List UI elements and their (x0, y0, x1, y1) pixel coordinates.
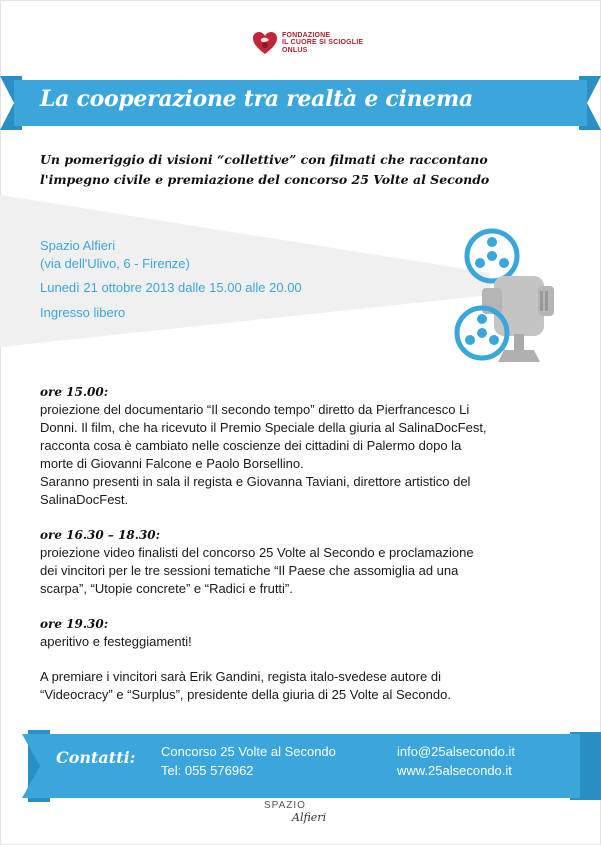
venue-name: Spazio Alfieri (40, 238, 116, 253)
program-line: Saranno presenti in sala il regista e Giovanna Taviani, direttore artistico del (40, 474, 471, 489)
program-line: scarpa”, “Utopie concrete” e “Radici e frutti”. (40, 581, 293, 596)
closing-line: “Videocracy” e “Surplus”, presidente della giuria di 25 Volte al Secondo. (40, 687, 451, 702)
event-date: Lunedì 21 ottobre 2013 dalle 15.00 alle 20.00 (40, 280, 302, 295)
program-line: Donni. Il film, che ha ricevuto il Premio Speciale della giuria al SalinaDocFest, (40, 420, 487, 435)
program-line: racconta cosa è cambiato nelle coscienze dei cittadini di Palermo dopo la (40, 438, 462, 453)
footer-logo-line-1: SPAZIO (264, 800, 306, 811)
entry-info: Ingresso libero (40, 304, 126, 320)
venue-address: (via dell'Ulivo, 6 - Firenze) (40, 255, 190, 271)
contacts-column-1 (161, 742, 336, 780)
program-line: proiezione del documentario “Il secondo tempo” diretto da Pierfrancesco Li (40, 402, 470, 417)
subtitle-line-1: Un pomeriggio di visioni “collettive” con filmati che raccontano (40, 152, 488, 167)
contacts-column-2 (397, 742, 515, 780)
subtitle (40, 150, 570, 190)
program-line: aperitivo e festeggiamenti! (40, 634, 192, 649)
program-item (40, 526, 565, 598)
logo-line-3: ONLUS (282, 46, 308, 54)
program-item (40, 383, 565, 509)
program-time: ore 16.30 – 18.30: (40, 528, 161, 542)
contact-org: Concorso 25 Volte al Secondo (161, 744, 336, 759)
program-line: SalinaDocFest. (40, 492, 129, 507)
program-line: proiezione video finalisti del concorso 25 Volte al Secondo e proclamazione (40, 545, 474, 560)
contact-website[interactable]: www.25alsecondo.it (397, 763, 512, 778)
footer-logo-line-2: Alfieri (292, 811, 327, 824)
contacts-label: Contatti: (56, 748, 136, 767)
heart-logo-icon (252, 30, 278, 56)
venue-info (40, 237, 302, 321)
film-projector-icon (452, 228, 562, 373)
program (40, 383, 565, 721)
spazio-alfieri-logo (262, 797, 342, 825)
contact-email[interactable]: info@25alsecondo.it (397, 744, 515, 759)
contact-phone[interactable]: Tel: 055 576962 (161, 763, 254, 778)
fondazione-logo (252, 30, 363, 56)
program-line: morte di Giovanni Falcone e Paolo Borsellino. (40, 456, 304, 471)
closing-note (40, 668, 565, 704)
logo-line-2: IL CUORE SI SCIOGLIE (282, 39, 364, 47)
program-time: ore 15.00: (40, 385, 109, 399)
logo-line-1: FONDAZIONE (282, 31, 331, 39)
program-line: dei vincitori per le tre sessioni tematiche “Il Paese che assomiglia ad una (40, 563, 459, 578)
subtitle-line-2: l'impegno civile e premiazione del concorso 25 Volte al Secondo (40, 172, 490, 187)
program-item (40, 615, 565, 651)
closing-line: A premiare i vincitori sarà Erik Gandini, regista italo-svedese autore di (40, 669, 442, 684)
page-title: La cooperazione tra realtà e cinema (40, 86, 473, 112)
program-time: ore 19.30: (40, 617, 109, 631)
